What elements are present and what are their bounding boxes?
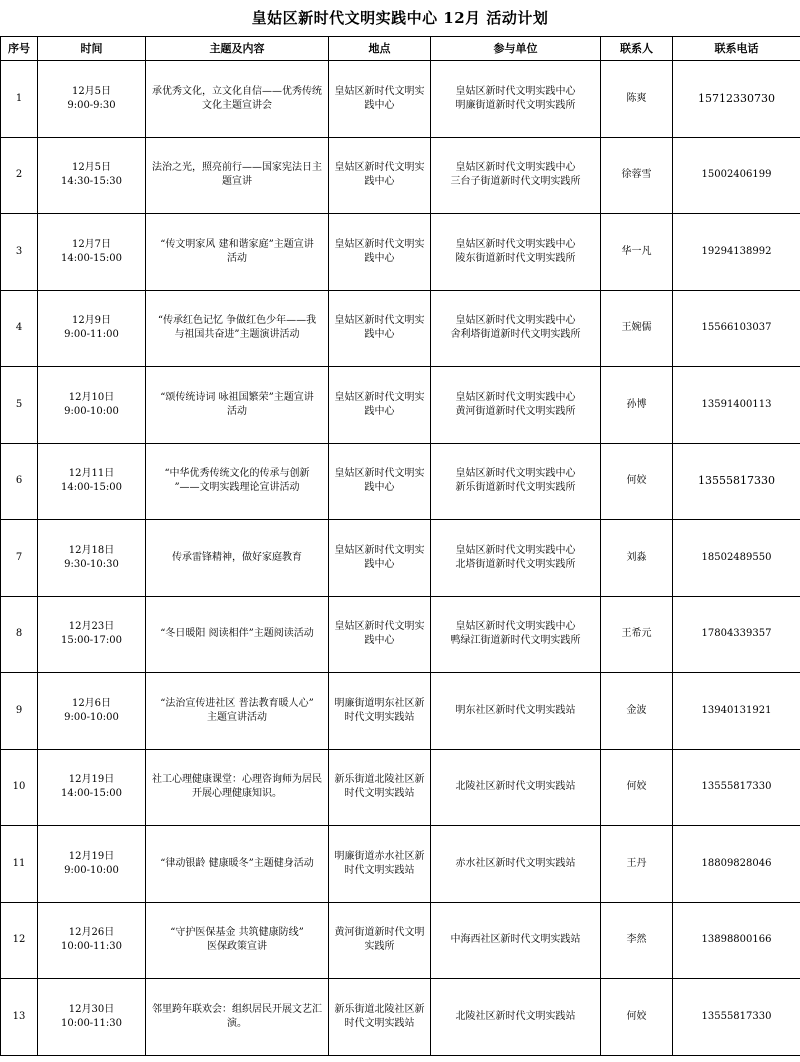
cell-place: 皇姑区新时代文明实 践中心 <box>329 290 431 367</box>
cell-phone: 13555817330 <box>673 443 800 520</box>
cell-contact: 王婉儒 <box>601 290 673 367</box>
cell-phone: 18809828046 <box>673 826 800 903</box>
cell-unit: 皇姑区新时代文明实践中心 陵东街道新时代文明实践所 <box>431 214 601 291</box>
cell-place: 明廉街道赤水社区新 时代文明实践站 <box>329 826 431 903</box>
header-contact: 联系人 <box>601 37 673 61</box>
cell-unit: 明东社区新时代文明实践站 <box>431 673 601 750</box>
cell-no: 10 <box>1 749 38 826</box>
cell-unit: 北陵社区新时代文明实践站 <box>431 979 601 1056</box>
table-row <box>1 520 800 597</box>
cell-place: 新乐街道北陵社区新 时代文明实践站 <box>329 749 431 826</box>
cell-time: 12月6日 9:00-10:00 <box>38 673 146 750</box>
header-place: 地点 <box>329 37 431 61</box>
cell-topic: “传承红色记忆 争做红色少年——我 与祖国共奋进”主题演讲活动 <box>146 290 329 367</box>
cell-place: 皇姑区新时代文明实 践中心 <box>329 443 431 520</box>
cell-contact: 何姣 <box>601 979 673 1056</box>
cell-unit: 皇姑区新时代文明实践中心 三台子街道新时代文明实践所 <box>431 137 601 214</box>
cell-place: 明廉街道明东社区新 时代文明实践站 <box>329 673 431 750</box>
page-title: 皇姑区新时代文明实践中心 12月 活动计划 <box>251 9 549 27</box>
table-row <box>1 749 800 826</box>
cell-contact: 何姣 <box>601 749 673 826</box>
activity-plan-table <box>0 36 800 1056</box>
table-row <box>1 902 800 979</box>
cell-no: 9 <box>1 673 38 750</box>
cell-phone: 13898800166 <box>673 902 800 979</box>
cell-phone: 15002406199 <box>673 137 800 214</box>
cell-place: 皇姑区新时代文明实 践中心 <box>329 214 431 291</box>
cell-time: 12月23日 15:00-17:00 <box>38 596 146 673</box>
cell-topic: 邻里跨年联欢会：组织居民开展文艺汇 演。 <box>146 979 329 1056</box>
cell-phone: 13555817330 <box>673 979 800 1056</box>
cell-topic: “法治宣传进社区 普法教育暖人心” 主题宣讲活动 <box>146 673 329 750</box>
cell-time: 12月5日 9:00-9:30 <box>38 61 146 138</box>
cell-no: 13 <box>1 979 38 1056</box>
cell-no: 12 <box>1 902 38 979</box>
cell-time: 12月19日 14:00-15:00 <box>38 749 146 826</box>
table-header-row <box>1 37 800 61</box>
header-no: 序号 <box>1 37 38 61</box>
cell-unit: 中海西社区新时代文明实践站 <box>431 902 601 979</box>
cell-phone: 18502489550 <box>673 520 800 597</box>
cell-phone: 17804339357 <box>673 596 800 673</box>
cell-contact: 何姣 <box>601 443 673 520</box>
cell-phone: 15566103037 <box>673 290 800 367</box>
cell-unit: 赤水社区新时代文明实践站 <box>431 826 601 903</box>
cell-unit: 皇姑区新时代文明实践中心 新乐街道新时代文明实践所 <box>431 443 601 520</box>
cell-topic: 传承雷锋精神，做好家庭教育 <box>146 520 329 597</box>
header-topic: 主题及内容 <box>146 37 329 61</box>
cell-topic: “冬日暖阳 阅读相伴”主题阅读活动 <box>146 596 329 673</box>
cell-contact: 王丹 <box>601 826 673 903</box>
cell-phone: 13940131921 <box>673 673 800 750</box>
cell-no: 5 <box>1 367 38 444</box>
cell-no: 7 <box>1 520 38 597</box>
cell-topic: 社工心理健康课堂：心理咨询师为居民 开展心理健康知识。 <box>146 749 329 826</box>
cell-unit: 皇姑区新时代文明实践中心 北塔街道新时代文明实践所 <box>431 520 601 597</box>
table-row <box>1 290 800 367</box>
cell-contact: 王希元 <box>601 596 673 673</box>
cell-no: 6 <box>1 443 38 520</box>
table-row <box>1 61 800 138</box>
cell-topic: “颂传统诗词 咏祖国繁荣”主题宣讲 活动 <box>146 367 329 444</box>
cell-no: 11 <box>1 826 38 903</box>
cell-time: 12月9日 9:00-11:00 <box>38 290 146 367</box>
cell-place: 皇姑区新时代文明实 践中心 <box>329 137 431 214</box>
header-unit: 参与单位 <box>431 37 601 61</box>
cell-place: 皇姑区新时代文明实 践中心 <box>329 367 431 444</box>
cell-unit: 北陵社区新时代文明实践站 <box>431 749 601 826</box>
cell-contact: 金波 <box>601 673 673 750</box>
cell-time: 12月26日 10:00-11:30 <box>38 902 146 979</box>
cell-topic: “律动银龄 健康暖冬”主题健身活动 <box>146 826 329 903</box>
cell-unit: 皇姑区新时代文明实践中心 明廉街道新时代文明实践所 <box>431 61 601 138</box>
cell-unit: 皇姑区新时代文明实践中心 鸭绿江街道新时代文明实践所 <box>431 596 601 673</box>
header-time: 时间 <box>38 37 146 61</box>
cell-topic: “中华优秀传统文化的传承与创新 ”——文明实践理论宣讲活动 <box>146 443 329 520</box>
cell-topic: “守护医保基金 共筑健康防线” 医保政策宣讲 <box>146 902 329 979</box>
table-row <box>1 979 800 1056</box>
cell-contact: 陈爽 <box>601 61 673 138</box>
cell-no: 8 <box>1 596 38 673</box>
cell-contact: 徐蓉雪 <box>601 137 673 214</box>
cell-phone: 19294138992 <box>673 214 800 291</box>
table-row <box>1 137 800 214</box>
cell-no: 4 <box>1 290 38 367</box>
cell-no: 1 <box>1 61 38 138</box>
cell-phone: 13555817330 <box>673 749 800 826</box>
cell-contact: 孙博 <box>601 367 673 444</box>
cell-no: 2 <box>1 137 38 214</box>
cell-contact: 李然 <box>601 902 673 979</box>
cell-time: 12月5日 14:30-15:30 <box>38 137 146 214</box>
table-row <box>1 826 800 903</box>
cell-no: 3 <box>1 214 38 291</box>
cell-contact: 华一凡 <box>601 214 673 291</box>
table-row <box>1 596 800 673</box>
cell-topic: “传文明家风 建和谐家庭”主题宣讲 活动 <box>146 214 329 291</box>
cell-time: 12月7日 14:00-15:00 <box>38 214 146 291</box>
table-row <box>1 443 800 520</box>
cell-place: 皇姑区新时代文明实 践中心 <box>329 520 431 597</box>
cell-unit: 皇姑区新时代文明实践中心 黄河街道新时代文明实践所 <box>431 367 601 444</box>
cell-time: 12月30日 10:00-11:30 <box>38 979 146 1056</box>
table-row <box>1 214 800 291</box>
cell-phone: 15712330730 <box>673 61 800 138</box>
cell-time: 12月19日 9:00-10:00 <box>38 826 146 903</box>
cell-time: 12月11日 14:00-15:00 <box>38 443 146 520</box>
cell-phone: 13591400113 <box>673 367 800 444</box>
cell-time: 12月18日 9:30-10:30 <box>38 520 146 597</box>
table-row <box>1 367 800 444</box>
cell-unit: 皇姑区新时代文明实践中心 舍利塔街道新时代文明实践所 <box>431 290 601 367</box>
cell-place: 新乐街道北陵社区新 时代文明实践站 <box>329 979 431 1056</box>
cell-place: 皇姑区新时代文明实 践中心 <box>329 596 431 673</box>
cell-place: 皇姑区新时代文明实 践中心 <box>329 61 431 138</box>
cell-topic: 承优秀文化，立文化自信——优秀传统 文化主题宣讲会 <box>146 61 329 138</box>
cell-place: 黄河街道新时代文明 实践所 <box>329 902 431 979</box>
cell-time: 12月10日 9:00-10:00 <box>38 367 146 444</box>
header-phone: 联系电话 <box>673 37 800 61</box>
table-row <box>1 673 800 750</box>
cell-contact: 刘淼 <box>601 520 673 597</box>
cell-topic: 法治之光，照亮前行——国家宪法日主 题宣讲 <box>146 137 329 214</box>
